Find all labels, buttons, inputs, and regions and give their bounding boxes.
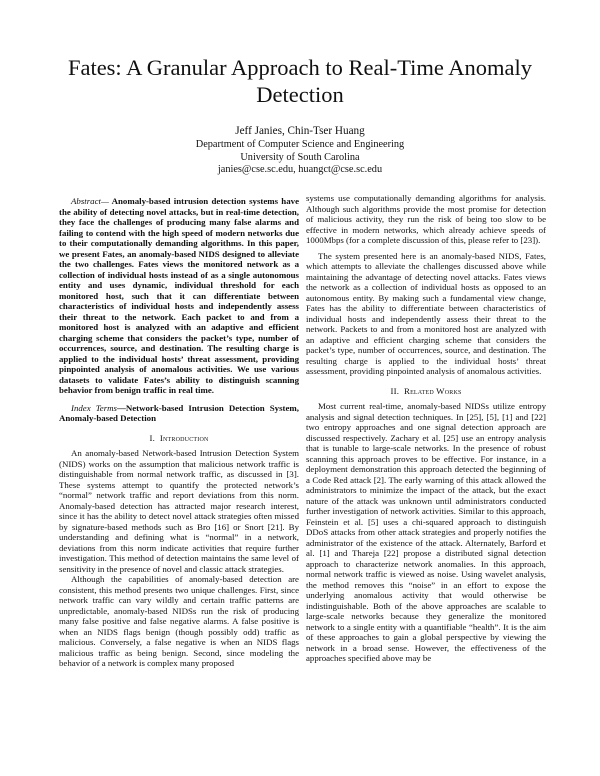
index-terms-label: Index Terms bbox=[71, 402, 118, 413]
section-heading-related-works bbox=[306, 386, 546, 397]
section-heading-introduction bbox=[59, 433, 299, 444]
author-names: Jeff Janies, Chin-Tser Huang bbox=[235, 125, 365, 137]
index-terms-text: —Network-based Intrusion Detection System, Anomaly-based Detection bbox=[59, 402, 299, 423]
abstract-label: Abstract— bbox=[71, 196, 109, 206]
body-paragraph: systems use computationally demanding algorithms for analysis. Although such algorithms provide the most promise for detection of malicious activity, they run the risk of being too slow to be effective in modern networks, which already achieve speeds of 1000Mbps (for a complete discussion of this, please refer to [23]). bbox=[306, 193, 546, 245]
intro-paragraph: Although the capabilities of anomaly-based detection are consistent, this method presents two unique challenges. First, since network traffic can vary wildly and certain traffic patterns are unpredictable, anomaly-based NIDSs run the risk of producing many false positive and false negative alarms. A false positive is when an NIDS flags benign (though possibly odd) traffic as malicious. Conversely, a false negative is when an NIDS flags malicious traffic as being benign. Second, since modeling the behavior of a network is complex many proposed bbox=[59, 574, 299, 668]
section-number: I. bbox=[149, 432, 156, 443]
section-title: Introduction bbox=[159, 432, 209, 443]
author-block bbox=[100, 125, 500, 177]
abstract-text: Anomaly-based intrusion detection systems have the ability of detecting novel attacks, but in real-time detection, they face the challenges of producing many false alarms and failing to contend with the high speed of modern networks due to their computationally demanding algorithms. In this paper, we present Fates, an anomaly-based NIDS designed to alleviate the two challenges. Fates views the monitored network as a collection of individual hosts instead of as a single autonomous entity and uses dynamic, individual threshold for each monitored host, such that it can differentiate between characteristics of individual hosts and independently assess their threat to the network. Each packet to and from a monitored host is analyzed with an adaptive and efficient charging scheme that considers the packet’s type, number of occurrences, source, and destination. The resulting charge is applied to the individual hosts’ threat assessment, providing pinpointed analysis of anomalous activities. We use various datasets to validate Fates’s ability to distinguish scanning behavior from benign traffic in real time. bbox=[59, 196, 299, 395]
author-university: University of South Carolina bbox=[240, 151, 360, 163]
right-column bbox=[306, 193, 546, 664]
intro-paragraph: An anomaly-based Network-based Intrusion Detection System (NIDS) works on the assumption that malicious network traffic is distinguishable from normal network traffic, as discussed in [3]. These systems attempt to quantify the protected network’s “normal” network traffic and report deviations from this norm. Anomaly-based detection has attracted major research interest, since it has the ability to detect novel attack strategies often missed by signature-based methods such as Bro [16] or Snort [21]. By understanding and defining what is “normal” in a network, deviations from this norm indicate activities that require further investigation. This method of detection maintains the same level of sensitivity in the presence of novel and classic attack strategies. bbox=[59, 448, 299, 574]
paper-title: Fates: A Granular Approach to Real-Time Anomaly Detection bbox=[67, 55, 533, 107]
section-number: II. bbox=[390, 385, 400, 396]
author-emails: janies@cse.sc.edu, huangct@cse.sc.edu bbox=[217, 164, 383, 176]
index-terms bbox=[59, 403, 299, 424]
left-column bbox=[59, 196, 299, 669]
body-paragraph: The system presented here is an anomaly-based NIDS, Fates, which attempts to alleviate the challenges discussed above while maintaining the advantage of detecting novel attacks. Fates views the network as a collection of individual hosts as opposed to an autonomous entity. By making such a fundamental view change, Fates has the ability to differentiate between characteristics of individual hosts and independently assess their threat to the network. Packets to and from a monitored host are analyzed with an adaptive and efficient charging scheme that considers the packet’s type, number of occurrences, source, and destination. The resulting charge is applied to the individual hosts’ threat assessment, providing pinpointed analysis of anomalous activities. bbox=[306, 250, 546, 376]
section-title: Related Works bbox=[403, 385, 462, 396]
author-department: Department of Computer Science and Engineering bbox=[195, 139, 405, 151]
abstract bbox=[59, 196, 299, 396]
related-works-paragraph: Most current real-time, anomaly-based NIDSs utilize entropy analysis and signal detection techniques. In [25], [5], [1] and [22] two entropy approaches and one signal detection approach are discussed respectively. Zachary et al. [25] use an entropy analysis that is tunable to large-scale networks. In the presence of robust scanning this approach proves to be effective. For instance, in a deployment demonstration this approach detected the beginning of a Code Red attack [2]. The early warning of this attack allowed the administrators to minimize the impact of the attack, but the exact nature of the attack was unknown until administrators conducted further investigation of network activities. Similar to this approach, Feinstein et al. [5] uses a chi-squared approach to distinguish DDoS attacks from other attack strategies and properly notifies the administrator of the existence of the attack. Alternately, Barford et al. [1] and Thareja [22] propose a distributed signal detection approach to characterize network anomalies. In this approach, normal network traffic is viewed as noise. Using wavelet analysis, the method removes this “noise” in an effort to expose the underlying anomalous activity that would otherwise be indistinguishable. Both of the above approaches are scalable to large-scale networks because they generalize the monitored network to a single entity with a quantifiable “health”. It is the aim of these approaches to gain a global perspective by viewing the network in a broad sense. However, the effectiveness of the approaches specified above may be bbox=[306, 401, 546, 663]
